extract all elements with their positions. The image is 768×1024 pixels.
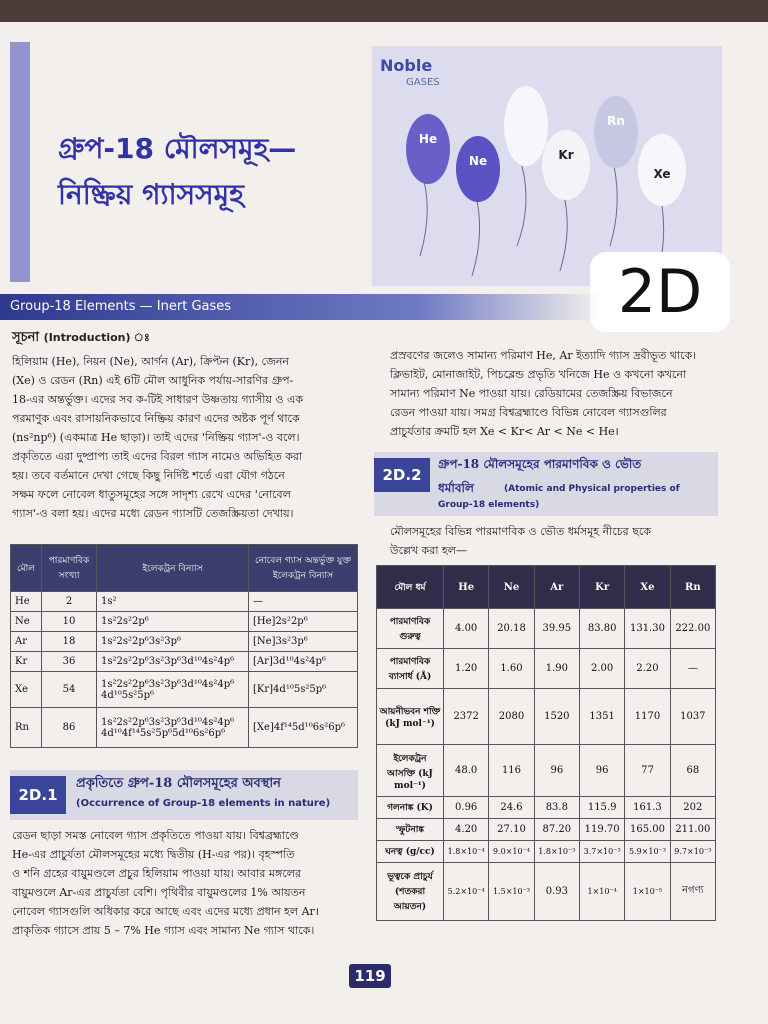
occurrence-line: রেডন পাওয়া যায়। সমগ্র বিশ্বব্রহ্মাণ্ডে বিভিন্ন নোবেল গ্যাসগুলির (390, 406, 667, 419)
table-row (11, 708, 358, 748)
occurrence-line: প্রাচুর্যতার ক্রমটি হল Xe < Kr< Ar < Ne < He। (390, 425, 619, 438)
occurrence-continued (390, 346, 720, 441)
balloon-rn-label: Rn (607, 114, 625, 128)
table-cell: 83.80 (579, 609, 624, 649)
balloon-white (504, 86, 548, 166)
table-cell: 9.0×10⁻⁴ (489, 841, 534, 863)
table-row (377, 863, 716, 921)
table-cell: 211.00 (670, 819, 715, 841)
table-cell: 1.90 (534, 649, 579, 689)
table-cell: 1.8×10⁻³ (534, 841, 579, 863)
table-cell: 2080 (489, 689, 534, 745)
table-cell: 87.20 (534, 819, 579, 841)
table-header-cell: পারমাণবিক সংখ্যা (42, 545, 97, 592)
properties-intro (390, 522, 720, 560)
section-title-en: (Occurrence of Group-18 elements in nature) (76, 798, 331, 809)
table-cell: 83.8 (534, 797, 579, 819)
table-header-cell: Kr (579, 566, 624, 609)
table-header-cell: Xe (625, 566, 670, 609)
table-cell: 0.96 (444, 797, 489, 819)
table-cell: [Kr]4d¹⁰5s²5p⁶ (249, 672, 358, 708)
table-cell: 1351 (579, 689, 624, 745)
section-title-bn2: ধর্মাবলি (438, 481, 474, 495)
section-banner: Group-18 Elements — Inert Gases (0, 294, 600, 320)
table-cell: Kr (11, 652, 42, 672)
table-header-cell: He (444, 566, 489, 609)
table-cell: 77 (625, 745, 670, 797)
hero-title: Noble (380, 56, 433, 75)
balloon-he-label: He (418, 132, 438, 146)
occurrence-line: সামান্য পরিমাণ Ne পাওয়া যায়। রেডিয়ামের তেজস্ক্রিয় বিভাজনে (390, 387, 673, 400)
intro-line: 18-এর অন্তর্ভুক্ত। এদের সব ক-টিই সাধারণ উষ্ণতায় গ্যাসীয় ও এক (12, 393, 304, 406)
table-cell: 4.00 (444, 609, 489, 649)
table-cell: ইলেকট্রন আসক্তি (kJ mol⁻¹) (377, 745, 444, 797)
chapter-code-badge: 2D (590, 252, 730, 332)
table-header-cell: নোবেল গ্যাস অন্তর্ভুক্ত যুক্ত ইলেকট্রন বিন্যাস (249, 545, 358, 592)
balloon-ne (456, 136, 500, 202)
table-cell: 9.7×10⁻³ (670, 841, 715, 863)
table-row (11, 592, 358, 612)
table-cell: — (249, 592, 358, 612)
table-cell: Xe (11, 672, 42, 708)
table-cell: 165.00 (625, 819, 670, 841)
table-row (377, 819, 716, 841)
table-cell: আয়নীভবন শক্তি (kJ mol⁻¹) (377, 689, 444, 745)
properties-intro-line: উল্লেখ করা হল— (390, 544, 467, 557)
table-cell: 2 (42, 592, 97, 612)
intro-line: সক্ষম ফলে নোবেল ধাতুসমূহের সঙ্গে সাদৃশ্য রেখে এদের 'নোবেল (12, 488, 291, 501)
table-cell: 1.8×10⁻⁴ (444, 841, 489, 863)
table-header-cell: মৌল (11, 545, 42, 592)
balloon-ne-label: Ne (468, 154, 488, 168)
table-cell: 1s² (97, 592, 249, 612)
table-cell: 161.3 (625, 797, 670, 819)
table-cell: 1170 (625, 689, 670, 745)
table-cell: 1s²2s²2p⁶3s²3p⁶3d¹⁰4s²4p⁶ 4d¹⁰5s²5p⁶ (97, 672, 249, 708)
section-title-en2: Group-18 elements) (438, 500, 540, 510)
table-row (11, 612, 358, 632)
table-row (377, 797, 716, 819)
table-cell: ঘনত্ব (g/cc) (377, 841, 444, 863)
table-cell: 116 (489, 745, 534, 797)
table-cell: 131.30 (625, 609, 670, 649)
table-header-cell: Rn (670, 566, 715, 609)
table-header-row (377, 566, 716, 609)
table-cell: 2.20 (625, 649, 670, 689)
intro-line: হয়। তবে বর্তমানে দেখা গেছে কিছু নির্দিষ্ট শর্তে এরা যৌগ গঠনে (12, 469, 285, 482)
occurrence-line: ও শনি গ্রহের বায়ুমণ্ডলে প্রচুর হিলিয়াম পাওয়া যায়। আবার মঙ্গলের (12, 867, 301, 880)
table-cell: পারমাণবিক গুরুত্ব (377, 609, 444, 649)
occurrence-line: রেডন ছাড়া সমস্ত নোবেল গ্যাস প্রকৃতিতে পাওয়া যায়। বিশ্বব্রহ্মাণ্ডে (12, 829, 299, 842)
table-cell: 54 (42, 672, 97, 708)
table-cell: Ar (11, 632, 42, 652)
table-cell: [Ne]3s²3p⁶ (249, 632, 358, 652)
section-2d1-header (10, 770, 358, 820)
decorative-bar (10, 42, 30, 282)
table-row (11, 652, 358, 672)
table-cell: 86 (42, 708, 97, 748)
table-header-row (11, 545, 358, 592)
table-cell: 119.70 (579, 819, 624, 841)
electron-config-table (10, 544, 358, 748)
table-cell: 20.18 (489, 609, 534, 649)
occurrence-line: He-এর প্রাচুর্যতা মৌলসমূহের মধ্যে দ্বিতীয় (H-এর পর)। বৃহস্পতি (12, 848, 295, 861)
section-title-en: (Atomic and Physical properties of (504, 484, 680, 494)
page-number: 119 (349, 964, 391, 988)
table-cell: 2372 (444, 689, 489, 745)
occurrence-line: নোবেল গ্যাসগুলি অধিকার করে আছে এবং এদের মধ্যে প্রধান হল Ar। (12, 905, 319, 918)
balloon-kr-label: Kr (558, 148, 574, 162)
hero-subtitle: GASES (406, 77, 440, 88)
balloon-he (406, 114, 450, 184)
table-row (377, 689, 716, 745)
table-cell: 48.0 (444, 745, 489, 797)
table-header-cell: ইলেকট্রন বিন্যাস (97, 545, 249, 592)
properties-table (376, 565, 716, 921)
table-row (377, 649, 716, 689)
table-cell: 4.20 (444, 819, 489, 841)
table-cell: 1.60 (489, 649, 534, 689)
balloon-rn (594, 96, 638, 168)
table-cell: 96 (579, 745, 624, 797)
properties-intro-line: মৌলসমূহের বিভিন্ন পারমাণবিক ও ভৌত ধর্মসমূহ নীচের ছকে (390, 525, 652, 538)
table-cell: স্ফুটনাঙ্ক (377, 819, 444, 841)
intro-line: গ্যাস'-ও বলা হয়। এদের মধ্যে রেডন গ্যাসটি তেজস্ক্রিয়তা দেখায়। (12, 507, 294, 520)
table-row (377, 745, 716, 797)
intro-paragraph (12, 352, 362, 523)
intro-heading (12, 328, 150, 349)
table-cell: ভূত্বকে প্রাচুর্য (শতকরা আয়তন) (377, 863, 444, 921)
table-cell: 2.00 (579, 649, 624, 689)
table-header-cell: Ne (489, 566, 534, 609)
balloon-kr (542, 130, 590, 200)
table-cell: 0.93 (534, 863, 579, 921)
table-cell: 1×10⁻⁴ (579, 863, 624, 921)
table-header-cell: মৌল ধর্ম (377, 566, 444, 609)
table-cell: 18 (42, 632, 97, 652)
table-cell: He (11, 592, 42, 612)
table-cell: 96 (534, 745, 579, 797)
table-cell: 1s²2s²2p⁶3s²3p⁶3d¹⁰4s²4p⁶ (97, 652, 249, 672)
table-cell: 5.2×10⁻⁴ (444, 863, 489, 921)
table-row (11, 632, 358, 652)
table-cell: 1520 (534, 689, 579, 745)
table-cell: গলনাঙ্ক (K) (377, 797, 444, 819)
table-cell: 202 (670, 797, 715, 819)
table-cell: 222.00 (670, 609, 715, 649)
table-header-cell: Ar (534, 566, 579, 609)
table-cell: [He]2s²2p⁶ (249, 612, 358, 632)
table-cell: নগণ্য (670, 863, 715, 921)
table-cell: 5.9×10⁻³ (625, 841, 670, 863)
chapter-title-line2: নিষ্ক্রিয় গ্যাসসমূহ (58, 178, 244, 211)
chapter-title (58, 126, 388, 218)
table-cell: 1s²2s²2p⁶ (97, 612, 249, 632)
section-2d2-header (374, 452, 718, 516)
occurrence-line: বায়ুমণ্ডলে Ar-এর প্রাচুর্যতা বেশি। পৃথিবীর বায়ুমণ্ডলের 1% আয়তন (12, 886, 306, 899)
occurrence-line: প্রাকৃতিক গ্যাসে প্রায় 5 – 7% He গ্যাস এবং সামান্য Ne গ্যাস থাকে। (12, 924, 315, 937)
occurrence-paragraph (12, 826, 362, 940)
intro-line: (ns²np⁶) (একমাত্র He ছাড়া)। তাই এদের 'নিষ্ক্রিয় গ্যাস'-ও বলে। (12, 431, 300, 444)
table-cell: 115.9 (579, 797, 624, 819)
section-number: 2D.2 (374, 458, 430, 492)
table-cell: 3.7×10⁻³ (579, 841, 624, 863)
table-cell: 36 (42, 652, 97, 672)
table-cell: 24.6 (489, 797, 534, 819)
table-cell: [Ar]3d¹⁰4s²4p⁶ (249, 652, 358, 672)
table-cell: 1.20 (444, 649, 489, 689)
noble-gases-illustration (372, 46, 722, 286)
table-cell: 1s²2s²2p⁶3s²3p⁶ (97, 632, 249, 652)
intro-line: প্রকৃতিতে এরা দুষ্প্রাপ্য তাই এদের বিরল গ্যাস নামেও অভিহিত করা (12, 450, 303, 463)
table-cell: 1037 (670, 689, 715, 745)
balloon-xe-label: Xe (653, 167, 671, 181)
top-edge (0, 0, 768, 22)
section-number: 2D.1 (10, 776, 66, 814)
section-title-bn: প্রকৃতিতে গ্রুপ-18 মৌলসমূহের অবস্থান (76, 776, 281, 791)
intro-line: হিলিয়াম (He), নিয়ন (Ne), আর্গন (Ar), ক্রিপ্টন (Kr), জেনন (12, 355, 289, 368)
table-cell: 27.10 (489, 819, 534, 841)
table-row (11, 672, 358, 708)
occurrence-line: প্রস্রবণের জলেও সামান্য পরিমাণ He, Ar ইত্যাদি গ্যাস দ্রবীভূত থাকে। (390, 349, 697, 362)
balloon-xe (638, 134, 686, 206)
intro-heading-en: (Introduction) ঃ (43, 331, 150, 344)
table-cell: 1s²2s²2p⁶3s²3p⁶3d¹⁰4s²4p⁶ 4d¹⁰4f¹⁴5s²5p⁶5d¹⁰6s²6p⁶ (97, 708, 249, 748)
table-cell: 10 (42, 612, 97, 632)
intro-line: (Xe) ও রেডন (Rn) এই 6টি মৌল আধুনিক পর্যায়-সারণির গ্রুপ- (12, 374, 294, 387)
intro-heading-bn: সূচনা (12, 330, 40, 345)
table-row (377, 841, 716, 863)
intro-line: পরমাণুক এবং রাসায়নিকভাবে নিষ্ক্রিয় কারণ এদের অষ্টক পূর্ণ থাকে (12, 412, 300, 425)
table-row (377, 609, 716, 649)
table-cell: পারমাণবিক ব্যাসার্ধ (Å) (377, 649, 444, 689)
table-cell: [Xe]4f¹⁴5d¹⁰6s²6p⁶ (249, 708, 358, 748)
table-cell: Ne (11, 612, 42, 632)
table-cell: 1.5×10⁻³ (489, 863, 534, 921)
section-title-bn: গ্রুপ-18 মৌলসমূহের পারমাণবিক ও ভৌত (438, 457, 642, 471)
table-cell: — (670, 649, 715, 689)
table-cell: Rn (11, 708, 42, 748)
table-cell: 1×10⁻⁵ (625, 863, 670, 921)
occurrence-line: ক্লিভাইট, মোনাজাইট, পিচব্লেন্ড প্রভৃতি খনিজে He ও কখনো কখনো (390, 368, 687, 381)
chapter-title-line1: গ্রুপ-18 মৌলসমূহ— (58, 132, 297, 165)
table-cell: 39.95 (534, 609, 579, 649)
table-cell: 68 (670, 745, 715, 797)
